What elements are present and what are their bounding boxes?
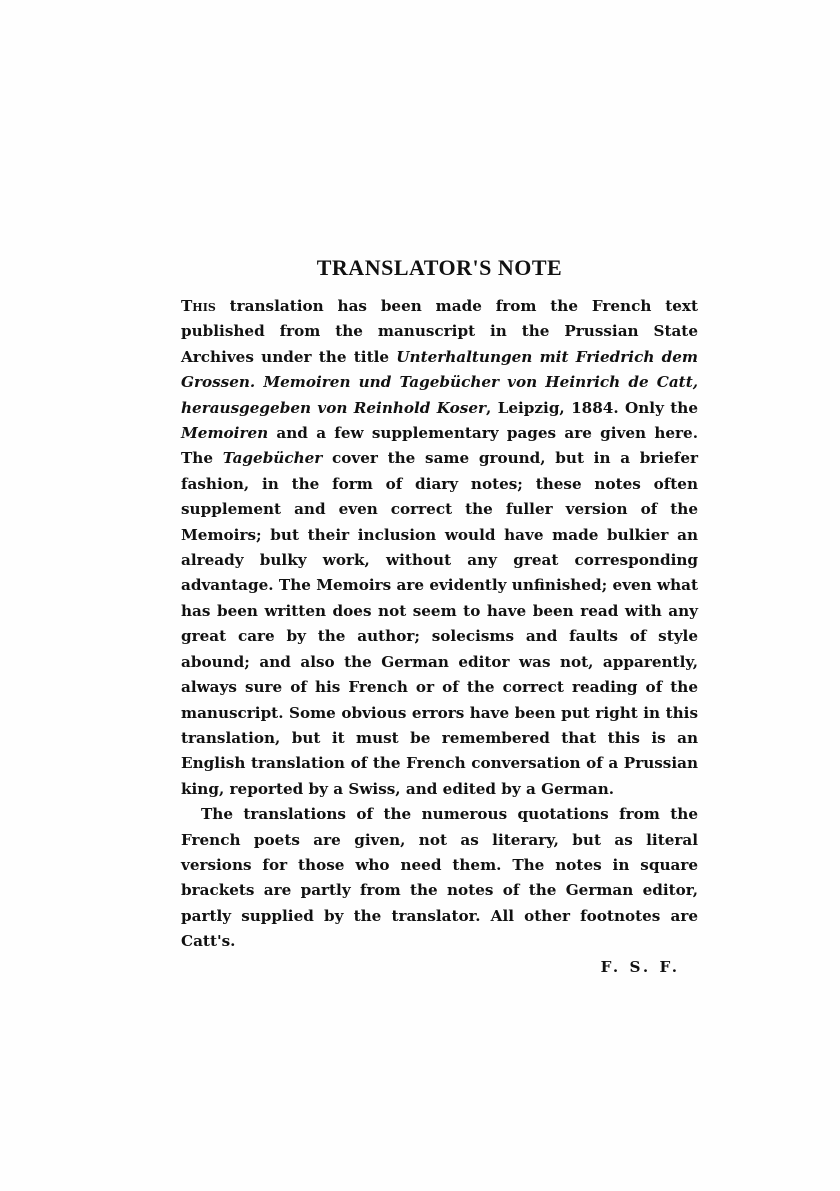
- paragraph-2: The translations of the numerous quotations from the French poets are given, not as literary, but as literal versions for those who need them. The notes in square brackets are partly from the notes of the German editor, partly supplied by the translator. All other footnotes are Catt's.: [181, 805, 698, 951]
- paragraph-1-segment-3: , Leipzig, 1884. Only the: [486, 398, 698, 417]
- paragraph-1-segment-6: Tagebücher: [222, 449, 323, 468]
- signature: F. S. F.: [600, 957, 680, 976]
- paragraph-1-segment-0: This: [181, 297, 216, 315]
- paragraph-1-segment-2: Unterhaltungen mit Friedrich dem Grossen. Memoiren und Tagebücher von Heinrich de Catt, herausgegeben von Reinhold Koser: [181, 347, 698, 417]
- paragraph-1-segment-5: and a few supplementary pages are given here. The: [181, 424, 698, 468]
- paragraph-1-segment-7: cover the same ground, but in a briefer fashion, in the form of diary notes; these notes often supplement and even correct the fuller version of the Memoirs; but their inclusion would have made bulkier an already bulky work, without any great corresponding advantage. The Memoirs are evidently unfinished; even what has been written does not seem to have been read with any great care by the author; solecisms and faults of style abound; and also the German editor was not, apparently, always sure of his French or of the correct reading of the manuscript. Some obvious errors have been put right in this translation, but it must be remembered that this is an English translation of the French conversation of a Prussian king, reported by a Swiss, and edited by a German.: [181, 449, 698, 798]
- paragraph-1-segment-4: Memoiren: [181, 424, 269, 443]
- page-title: TRANSLATOR'S NOTE: [316, 255, 563, 280]
- paragraph-1: [181, 294, 698, 802]
- note-text-block: [181, 256, 698, 980]
- paragraph-1-segment-1: translation has been made from the French text published from the manuscript in the Prussian State Archives under the title: [181, 297, 698, 366]
